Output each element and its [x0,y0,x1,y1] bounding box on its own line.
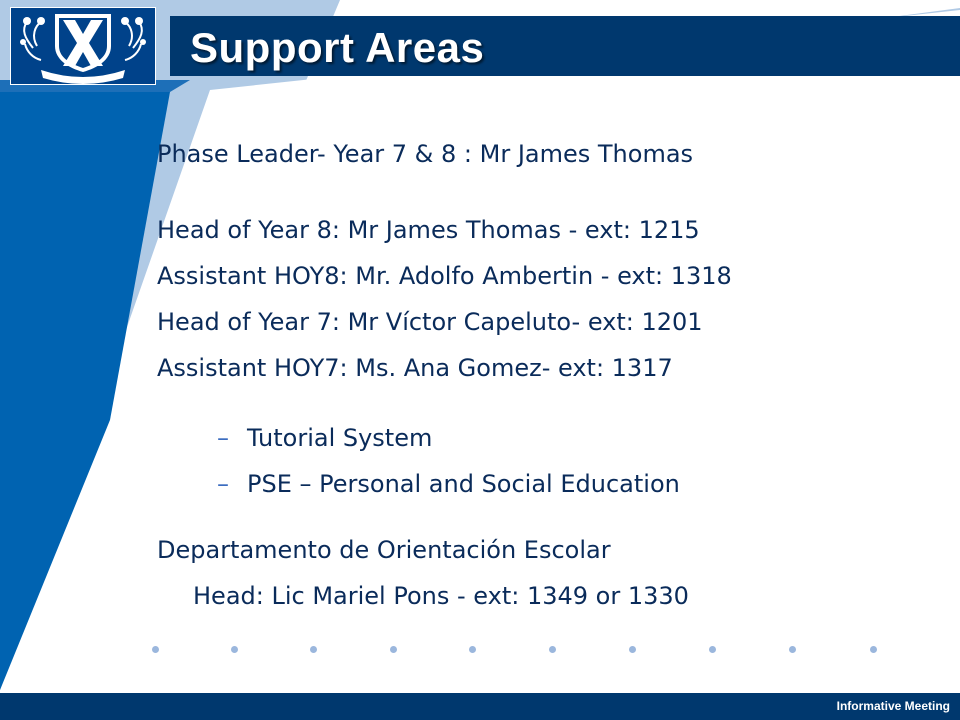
phase-leader-line: Phase Leader- Year 7 & 8 : Mr James Thomas [157,140,694,168]
sub-item-label: Tutorial System [247,424,433,452]
dash-bullet: – [217,424,229,452]
school-logo [10,7,156,85]
blue-slant-band [0,92,170,690]
dash-bullet: – [217,470,229,498]
dot [231,646,238,653]
dot [152,646,159,653]
dot [709,646,716,653]
decorative-dot-row [152,646,882,656]
staff-line-1: Head of Year 8: Mr James Thomas - ext: 1215 [157,216,700,244]
footer-bar [0,693,960,720]
dot [390,646,397,653]
crest-icon [11,8,155,84]
footer-label: Informative Meeting [836,699,950,713]
dot [469,646,476,653]
sub-item-tutorial [217,424,432,452]
sub-item-label: PSE – Personal and Social Education [247,470,680,498]
dot [629,646,636,653]
dot [310,646,317,653]
department-head-line: Head: Lic Mariel Pons - ext: 1349 or 1330 [193,582,689,610]
dot [870,646,877,653]
sub-item-pse [217,470,680,498]
dot [789,646,796,653]
slide-title: Support Areas [190,24,485,71]
staff-line-4: Assistant HOY7: Ms. Ana Gomez- ext: 1317 [157,354,673,382]
department-line: Departamento de Orientación Escolar [157,536,611,564]
staff-line-2: Assistant HOY8: Mr. Adolfo Ambertin - ext: 1318 [157,262,732,290]
staff-line-3: Head of Year 7: Mr Víctor Capeluto- ext: 1201 [157,308,703,336]
dot [549,646,556,653]
